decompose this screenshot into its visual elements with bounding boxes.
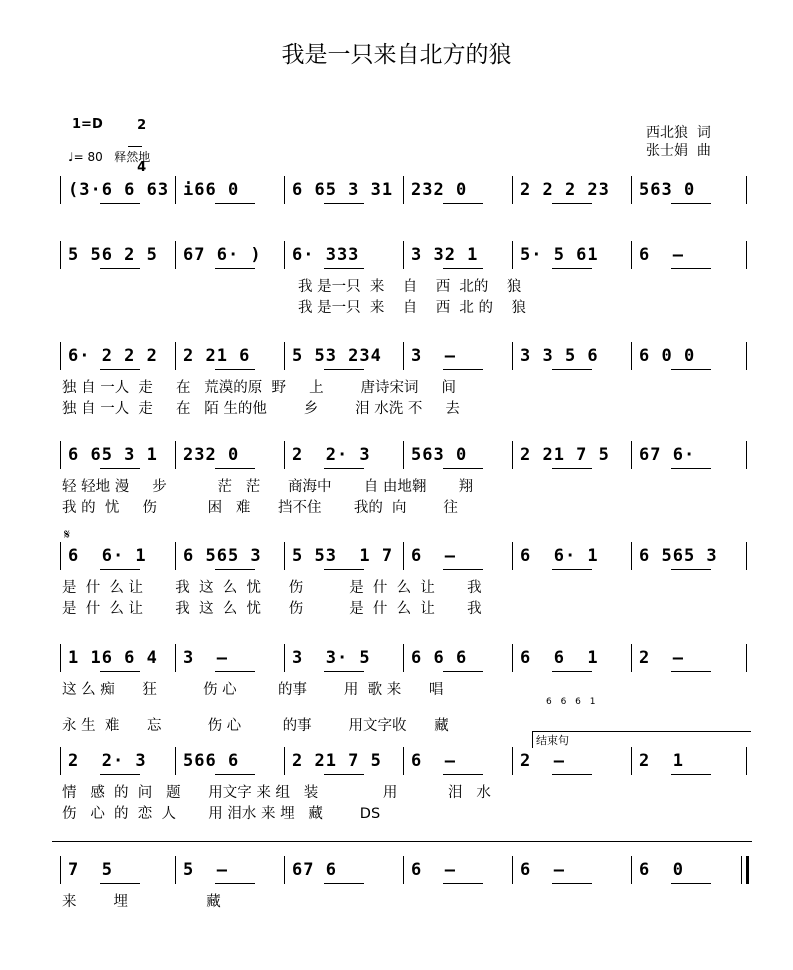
- measure-notes: 6 –: [411, 546, 456, 566]
- barline: [746, 241, 747, 269]
- measure-notes: 563 0: [639, 180, 696, 200]
- beam-underline: [100, 468, 140, 469]
- barline: [746, 644, 747, 672]
- staff-row: [60, 241, 750, 316]
- barline: [631, 856, 632, 884]
- staff-row: [60, 176, 750, 212]
- beam-underline: [324, 369, 364, 370]
- measure-notes: 67 6· ): [183, 245, 262, 265]
- barline: [746, 747, 747, 775]
- measure-notes: 5 56 2 5: [68, 245, 158, 265]
- barline: [284, 176, 285, 204]
- barline: [60, 176, 61, 204]
- barline: [746, 176, 747, 204]
- barline: [175, 241, 176, 269]
- measure-notes: 2 21 7 5: [520, 445, 610, 465]
- measure-notes: 6 –: [411, 860, 456, 880]
- small-notes: 6 6 6 1: [546, 697, 599, 707]
- barline: [175, 747, 176, 775]
- measure-notes: 3 32 1: [411, 245, 479, 265]
- beam-underline: [552, 203, 592, 204]
- beam-underline: [443, 268, 483, 269]
- beam-underline: [552, 468, 592, 469]
- staff-row: [60, 342, 750, 417]
- lyric-line: 我 是一只 来 自 西 北 的 狼: [298, 300, 526, 316]
- staff-row: [60, 856, 750, 910]
- barline: [60, 241, 61, 269]
- measure-notes: 563 0: [411, 445, 468, 465]
- lyric-line: 来 埋 藏: [62, 894, 221, 910]
- barline: [403, 176, 404, 204]
- beam-underline: [671, 671, 711, 672]
- barline: [512, 241, 513, 269]
- barline: [631, 176, 632, 204]
- measure-notes: 2 1: [639, 751, 684, 771]
- beam-underline: [552, 671, 592, 672]
- barline: [746, 441, 747, 469]
- measure-notes: 6· 2 2 2: [68, 346, 158, 366]
- barline: [631, 342, 632, 370]
- barline: [284, 542, 285, 570]
- segno-icon: 𝄋: [64, 527, 71, 543]
- measure-notes: 6· 333: [292, 245, 360, 265]
- barline: [403, 441, 404, 469]
- beam-underline: [671, 883, 711, 884]
- beam-underline: [671, 369, 711, 370]
- beam-underline: [671, 774, 711, 775]
- measure-notes: 6 565 3: [183, 546, 262, 566]
- beam-underline: [324, 468, 364, 469]
- measure-notes: 6 0: [639, 860, 684, 880]
- beam-underline: [671, 203, 711, 204]
- barline: [284, 644, 285, 672]
- measure-notes: 232 0: [411, 180, 468, 200]
- barline: [60, 644, 61, 672]
- time-sig-bottom: 4: [137, 160, 147, 175]
- beam-underline: [552, 369, 592, 370]
- measure-notes: 2 21 7 5: [292, 751, 382, 771]
- measure-notes: 5· 5 61: [520, 245, 599, 265]
- measure-notes: 232 0: [183, 445, 240, 465]
- staff-row: [60, 644, 750, 734]
- measure-notes: 6 6· 1: [520, 546, 599, 566]
- beam-underline: [443, 468, 483, 469]
- barline: [175, 644, 176, 672]
- barline: [403, 542, 404, 570]
- beam-underline: [100, 268, 140, 269]
- barline: [403, 747, 404, 775]
- measure-notes: 6 0 0: [639, 346, 696, 366]
- measure-notes: i66 0: [183, 180, 240, 200]
- barline: [631, 441, 632, 469]
- lyric-line: 是 什 么 让 我 这 么 忧 伤 是 什 么 让 我: [62, 601, 482, 617]
- final-barline: [741, 856, 742, 884]
- barline: [60, 542, 61, 570]
- beam-underline: [215, 468, 255, 469]
- beam-underline: [100, 203, 140, 204]
- barline: [60, 856, 61, 884]
- lyric-line: 独 自 一人 走 在 荒漠的原 野 上 唐诗宋词 间: [62, 380, 456, 396]
- beam-underline: [552, 774, 592, 775]
- barline: [512, 441, 513, 469]
- staff-row: [60, 441, 750, 516]
- measure-notes: 3 3· 5: [292, 648, 371, 668]
- barline: [284, 747, 285, 775]
- staff-row: [60, 542, 750, 617]
- measure-notes: 6 565 3: [639, 546, 718, 566]
- measure-notes: 6 65 3 31: [292, 180, 394, 200]
- beam-underline: [100, 774, 140, 775]
- measure-notes: 2 –: [520, 751, 565, 771]
- measure-notes: 5 –: [183, 860, 228, 880]
- beam-underline: [443, 203, 483, 204]
- measure-notes: 67 6: [292, 860, 337, 880]
- measure-notes: 6 –: [520, 860, 565, 880]
- barline: [403, 241, 404, 269]
- barline: [175, 441, 176, 469]
- tempo-marking: ♩= 80 释然地: [68, 150, 151, 164]
- beam-underline: [552, 883, 592, 884]
- beam-underline: [324, 671, 364, 672]
- lyric-line: 伤 心 的 恋 人 用 泪水 来 埋 藏 DS: [62, 806, 381, 822]
- key-signature: 1=D: [72, 117, 103, 132]
- beam-underline: [215, 671, 255, 672]
- measure-notes: 6 65 3 1: [68, 445, 158, 465]
- beam-underline: [671, 268, 711, 269]
- beam-underline: [443, 774, 483, 775]
- measure-notes: 2 –: [639, 648, 684, 668]
- measure-notes: 566 6: [183, 751, 240, 771]
- beam-underline: [324, 203, 364, 204]
- measure-notes: 6 –: [411, 751, 456, 771]
- beam-underline: [324, 569, 364, 570]
- barline: [631, 542, 632, 570]
- beam-underline: [324, 774, 364, 775]
- barline: [512, 856, 513, 884]
- barline: [403, 644, 404, 672]
- barline: [60, 441, 61, 469]
- barline: [631, 241, 632, 269]
- barline: [60, 747, 61, 775]
- measure-notes: 7 5: [68, 860, 113, 880]
- barline: [512, 542, 513, 570]
- beam-underline: [552, 268, 592, 269]
- barline: [512, 342, 513, 370]
- barline: [175, 542, 176, 570]
- beam-underline: [100, 569, 140, 570]
- beam-underline: [324, 883, 364, 884]
- measure-notes: 5 53 1 7: [292, 546, 394, 566]
- measure-notes: 2 2· 3: [292, 445, 371, 465]
- measure-notes: 2 2 2 23: [520, 180, 610, 200]
- measure-notes: 1 16 6 4: [68, 648, 158, 668]
- beam-underline: [100, 369, 140, 370]
- barline: [746, 856, 749, 884]
- beam-underline: [443, 671, 483, 672]
- section-divider: [52, 841, 752, 842]
- measure-notes: 6 6· 1: [68, 546, 147, 566]
- lyric-line: 独 自 一人 走 在 陌 生的他 乡 泪 水洗 不 去: [62, 401, 460, 417]
- barline: [175, 856, 176, 884]
- ending-label: 结束句: [532, 731, 751, 748]
- measure-notes: 3 –: [411, 346, 456, 366]
- barline: [284, 441, 285, 469]
- barline: [284, 241, 285, 269]
- beam-underline: [324, 268, 364, 269]
- lyric-line: 情 感 的 问 题 用文字 来 组 装 用 泪 水: [62, 785, 491, 801]
- beam-underline: [215, 774, 255, 775]
- measure-notes: 6 6 1: [520, 648, 599, 668]
- barline: [512, 176, 513, 204]
- barline: [746, 542, 747, 570]
- beam-underline: [100, 883, 140, 884]
- barline: [746, 342, 747, 370]
- beam-underline: [443, 883, 483, 884]
- beam-underline: [215, 369, 255, 370]
- beam-underline: [443, 569, 483, 570]
- beam-underline: [671, 569, 711, 570]
- composer-credit: 张士娟 曲: [646, 143, 711, 159]
- barline: [175, 342, 176, 370]
- measure-notes: 6 –: [639, 245, 684, 265]
- measure-notes: 67 6·: [639, 445, 696, 465]
- lyric-line: 这 么 痴 狂 伤 心 的事 用 歌 来 唱: [62, 682, 444, 698]
- measure-notes: 6 6 6: [411, 648, 468, 668]
- barline: [403, 856, 404, 884]
- beam-underline: [215, 883, 255, 884]
- beam-underline: [671, 468, 711, 469]
- lyricist-credit: 西北狼 词: [646, 125, 711, 141]
- barline: [631, 644, 632, 672]
- barline: [60, 342, 61, 370]
- staff-row: [60, 747, 750, 822]
- measure-notes: 3 3 5 6: [520, 346, 599, 366]
- barline: [512, 644, 513, 672]
- lyric-line: 我 是一只 来 自 西 北的 狼: [298, 279, 522, 295]
- lyric-line: 是 什 么 让 我 这 么 忧 伤 是 什 么 让 我: [62, 580, 482, 596]
- barline: [284, 342, 285, 370]
- barline: [175, 176, 176, 204]
- lyric-line: 永 生 难 忘 伤 心 的事 用文字收 藏: [62, 718, 449, 734]
- beam-underline: [215, 203, 255, 204]
- measure-notes: 2 21 6: [183, 346, 251, 366]
- barline: [631, 747, 632, 775]
- song-title: 我是一只来自北方的狼: [281, 42, 512, 68]
- beam-underline: [215, 569, 255, 570]
- beam-underline: [552, 569, 592, 570]
- time-sig-top: 2: [137, 118, 147, 133]
- measure-notes: 2 2· 3: [68, 751, 147, 771]
- lyric-line: 我 的 忧 伤 困 难 挡不住 我的 向 往: [62, 500, 458, 516]
- barline: [403, 342, 404, 370]
- beam-underline: [100, 671, 140, 672]
- measure-notes: 5 53 234: [292, 346, 382, 366]
- measure-notes: 3 –: [183, 648, 228, 668]
- barline: [284, 856, 285, 884]
- lyric-line: 轻 轻地 漫 步 茫 茫 商海中 自 由地翱 翔: [62, 479, 474, 495]
- beam-underline: [215, 268, 255, 269]
- beam-underline: [443, 369, 483, 370]
- measure-notes: (3·6 6 63: [68, 180, 170, 200]
- barline: [512, 747, 513, 775]
